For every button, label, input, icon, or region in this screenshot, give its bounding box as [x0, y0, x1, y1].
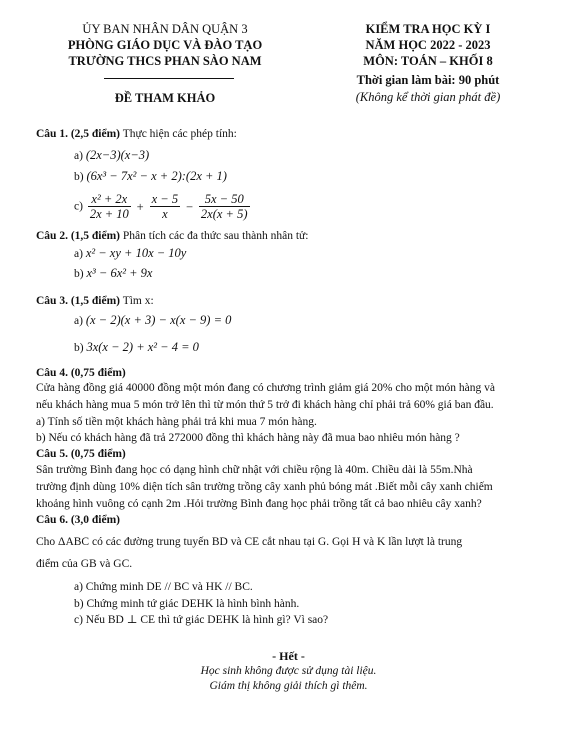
q1-b-label: b)	[74, 171, 84, 183]
q1-c-frac2-num: x − 5	[151, 192, 179, 206]
q1-heading	[36, 127, 237, 141]
q3-b	[74, 340, 199, 355]
q1-a-expr: (2x−3)(x−3)	[85, 148, 150, 162]
q1-prompt: Thực hiện các phép tính:	[122, 128, 237, 140]
header-right-line1: KIỂM TRA HỌC KỲ I	[365, 22, 491, 36]
q6-a: a) Chứng minh DE // BC và HK // BC.	[74, 581, 253, 593]
q5-line2: trường định dùng 10% diện tích sân trường trồng cây xanh phủ bóng mát .Biết mỗi cây xanh chiếm	[36, 481, 493, 493]
q2-a-expr: x² − xy + 10x − 10y	[85, 246, 187, 260]
q1-b-expr: (6x³ − 7x² − x + 2):(2x + 1)	[86, 169, 227, 183]
q1-c-frac3-den: 2x(x + 5)	[200, 207, 248, 221]
header-left-line1: ỦY BAN NHÂN DÂN QUẬN 3	[82, 22, 248, 36]
q4-line2: nếu khách hàng mua 5 món trở lên thì từ món thứ 5 trở đi khách hàng chỉ phải trả 60% giá ban đầu.	[36, 399, 494, 411]
q6-line2: điểm của GB và GC.	[36, 558, 133, 570]
q5-label: Câu 5. (0,75 điểm)	[36, 448, 126, 460]
q1-c-frac1-den: 2x + 10	[89, 207, 129, 221]
q2-a	[74, 246, 186, 261]
q4-line1: Cửa hàng đồng giá 40000 đồng một món đang có chương trình giảm giá 20% cho một món hàng và	[36, 382, 495, 394]
q2-b	[74, 266, 152, 281]
q2-a-label: a)	[74, 248, 83, 260]
q1-c-frac2-den: x	[162, 207, 168, 221]
q6-b: b) Chứng minh tứ giác DEHK là hình bình hành.	[74, 598, 300, 610]
q1-c-op1: +	[136, 199, 144, 214]
q3-b-expr: 3x(x − 2) + x² − 4 = 0	[86, 340, 199, 354]
q4-line3: a) Tính số tiền một khách hàng phải trả khi mua 7 món hàng.	[36, 416, 317, 428]
header-right-line2: NĂM HỌC 2022 - 2023	[365, 38, 491, 52]
q1-c-frac3-num: 5x − 50	[199, 192, 250, 207]
q3-label: Câu 3. (1,5 điểm)	[36, 295, 121, 307]
q2-label: Câu 2. (1,5 điểm)	[36, 230, 121, 242]
header-left-line3: TRƯỜNG THCS PHAN SÀO NAM	[68, 54, 262, 68]
footer-note2: Giám thị không giải thích gì thêm.	[209, 680, 368, 692]
q2-b-expr: x³ − 6x² + 9x	[86, 266, 153, 280]
q6-line1: Cho ΔABC có các đường trung tuyến BD và CE cắt nhau tại G. Gọi H và K lần lượt là trung	[36, 536, 463, 548]
q4-line4: b) Nếu có khách hàng đã trả 272000 đồng thì khách hàng này đã mua bao nhiêu món hàng ?	[36, 432, 460, 444]
header-right-line5: (Không kể thời gian phát đề)	[355, 90, 501, 104]
q1-a-label: a)	[74, 150, 83, 162]
footer-end: - Hết -	[272, 649, 305, 663]
header-left-line2: PHÒNG GIÁO DỤC VÀ ĐÀO TẠO	[67, 38, 263, 52]
header-left-title: ĐỀ THAM KHẢO	[114, 91, 216, 105]
q4-label: Câu 4. (0,75 điểm)	[36, 367, 126, 379]
footer-note1: Học sinh không được sử dụng tài liệu.	[200, 665, 377, 677]
q2-heading	[36, 229, 308, 243]
q3-b-label: b)	[74, 342, 84, 354]
q3-a-expr: (x − 2)(x + 3) − x(x − 9) = 0	[85, 313, 232, 327]
q1-a	[74, 148, 149, 163]
q1-b	[74, 169, 227, 184]
q3-prompt: Tìm x:	[122, 295, 154, 307]
q6-c: c) Nếu BD ⊥ CE thì tứ giác DEHK là hình gì? Vì sao?	[74, 614, 329, 626]
q1-c	[74, 192, 252, 221]
q1-c-frac1-num: x² + 2x	[88, 192, 131, 207]
q3-a-label: a)	[74, 315, 83, 327]
q3-a	[74, 313, 231, 328]
header-right-line4: Thời gian làm bài: 90 phút	[356, 73, 500, 87]
header-right-line3: MÔN: TOÁN – KHỐI 8	[363, 54, 493, 68]
q2-b-label: b)	[74, 268, 84, 280]
q1-label: Câu 1. (2,5 điểm)	[36, 128, 121, 140]
q1-c-frac1	[88, 192, 131, 221]
q1-c-frac2	[150, 192, 180, 221]
q5-line3: khoảng hình vuông có cạnh 2m .Hỏi trường Bình đang học phải trồng tất cả bao nhiêu cây xanh?	[36, 498, 482, 510]
q5-line1: Sân trường Bình đang học có dạng hình chữ nhật với chiều rộng là 40m. Chiều dài là 55m.Nhà	[36, 464, 473, 476]
q1-c-op2: −	[185, 199, 194, 214]
q3-heading	[36, 294, 154, 308]
q1-c-label: c)	[74, 200, 83, 213]
q1-c-frac3	[199, 192, 250, 221]
q2-prompt: Phân tích các đa thức sau thành nhân tử:	[122, 230, 309, 242]
header-left-rule	[104, 78, 234, 79]
q6-label: Câu 6. (3,0 điểm)	[36, 514, 121, 526]
